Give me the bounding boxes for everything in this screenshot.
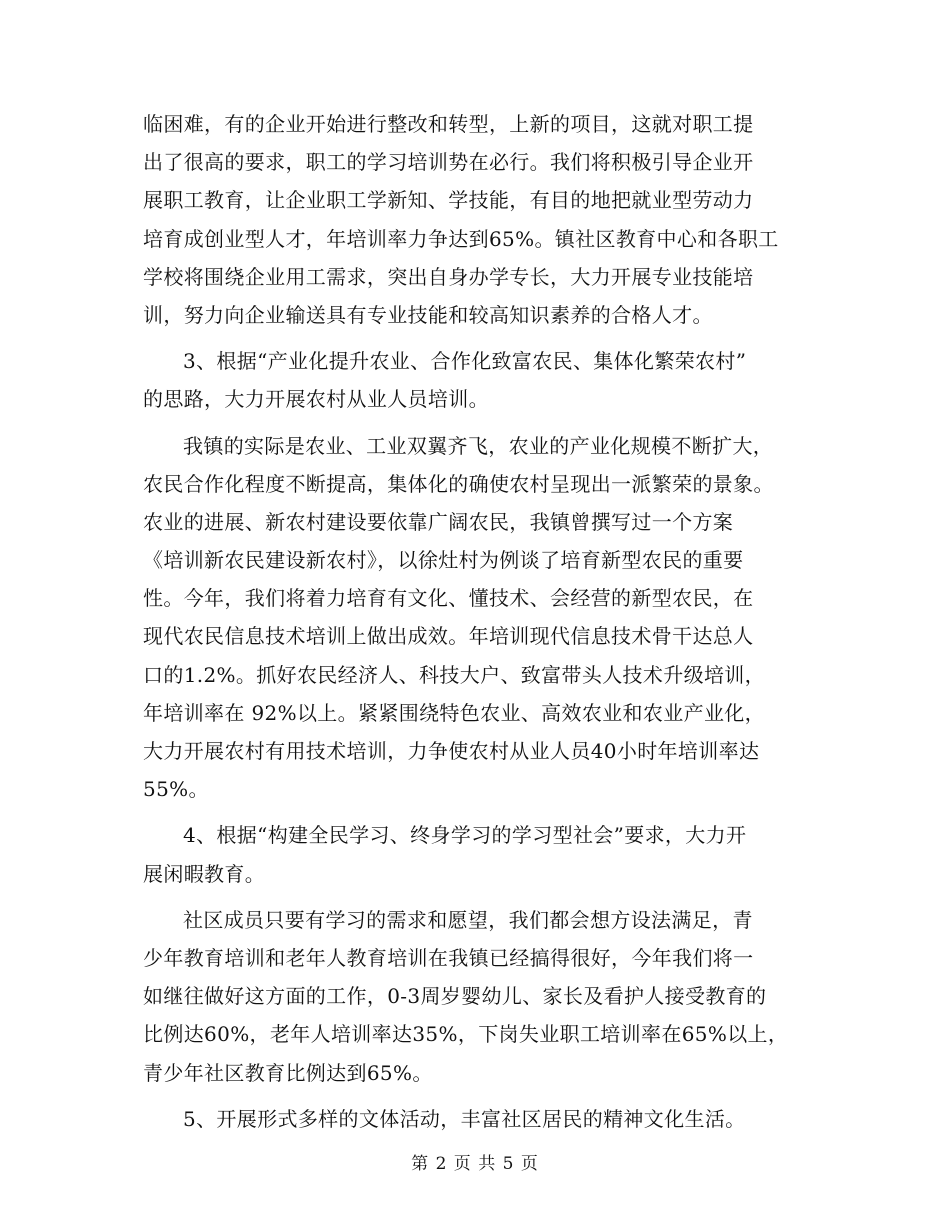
section-heading-5: 5、开展形式多样的文体活动，丰富社区居民的精神文化生活。 bbox=[183, 1106, 746, 1131]
text-line: 培育成创业型人才，年培训率力争达到65%。镇社区教育中心和各职工 bbox=[143, 226, 779, 251]
text-line: 性。今年，我们将着力培育有文化、懂技术、会经营的新型农民，在 bbox=[143, 586, 754, 611]
body-text bbox=[143, 105, 807, 1138]
text-line: 55%。 bbox=[143, 777, 209, 802]
text-line: 少年教育培训和老年人教育培训在我镇已经搞得很好，今年我们将一 bbox=[143, 945, 754, 970]
text-line: 现代农民信息技术培训上做出成效。年培训现代信息技术骨干达总人 bbox=[143, 624, 754, 649]
text-line: 学校将围绕企业用工需求，突出自身办学专长，大力开展专业技能培 bbox=[143, 264, 754, 289]
text-line: 我镇的实际是农业、工业双翼齐飞，农业的产业化规模不断扩大， bbox=[183, 433, 774, 458]
text-line: 年培训率在 92%以上。紧紧围绕特色农业、高效农业和农业产业化， bbox=[143, 700, 766, 725]
page-number-footer: 第 2 页 共 5 页 bbox=[411, 1154, 539, 1174]
text-line: 口的1.2%。抓好农民经济人、科技大户、致富带头人技术升级培训， bbox=[143, 662, 766, 687]
section-heading-3-cont: 的思路，大力开展农村从业人员培训。 bbox=[143, 387, 489, 412]
text-line: 出了很高的要求，职工的学习培训势在必行。我们将积极引导企业开 bbox=[143, 150, 754, 175]
text-line: 临困难，有的企业开始进行整改和转型，上新的项目，这就对职工提 bbox=[143, 112, 754, 136]
section-heading-4-cont: 展闲暇教育。 bbox=[143, 861, 266, 886]
text-line: 《培训新农民建设新农村》，以徐灶村为例谈了培育新型农民的重要 bbox=[143, 548, 744, 573]
text-line: 展职工教育，让企业职工学新知、学技能，有目的地把就业型劳动力 bbox=[143, 188, 754, 213]
section-heading-3: 3、根据“产业化提升农业、合作化致富农民、集体化繁荣农村” bbox=[183, 349, 747, 374]
text-line: 训，努力向企业输送具有专业技能和较高知识素养的合格人才。 bbox=[143, 302, 713, 327]
text-line: 农业的进展、新农村建设要依靠广阔农民，我镇曾撰写过一个方案 bbox=[143, 509, 734, 534]
text-line: 大力开展农村有用技术培训，力争使农村从业人员40小时年培训率达 bbox=[143, 739, 760, 763]
text-line: 比例达60%，老年人培训率达35%，下岗失业职工培训率在65%以上， bbox=[143, 1022, 789, 1047]
text-line: 社区成员只要有学习的需求和愿望，我们都会想方设法满足，青 bbox=[183, 907, 753, 932]
section-heading-4: 4、根据“构建全民学习、终身学习的学习型社会”要求，大力开 bbox=[183, 823, 747, 848]
text-line: 如继往做好这方面的工作，0-3周岁婴幼儿、家长及看护人接受教育的 bbox=[143, 984, 767, 1009]
text-line: 青少年社区教育比例达到65%。 bbox=[143, 1060, 433, 1085]
text-line: 农民合作化程度不断提高，集体化的确使农村呈现出一派繁荣的景象。 bbox=[143, 471, 774, 496]
